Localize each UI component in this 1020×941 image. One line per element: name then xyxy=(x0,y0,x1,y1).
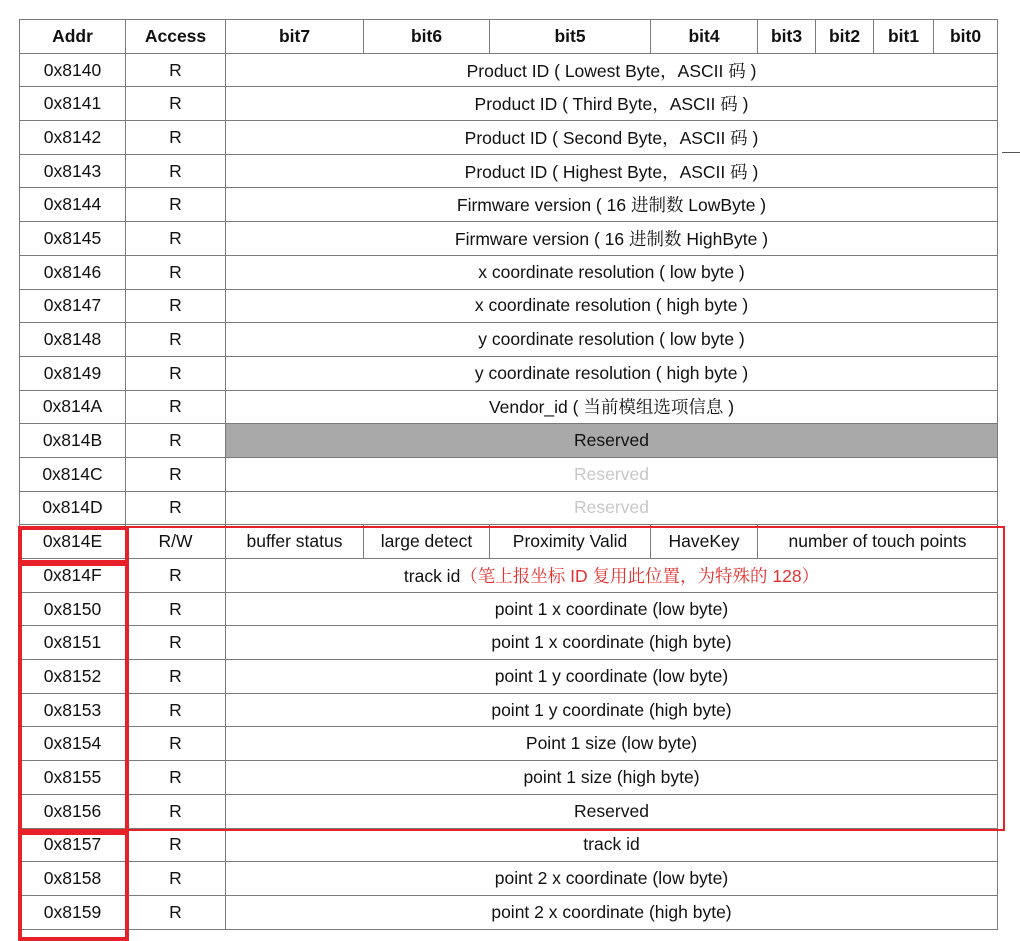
description-text: Reserved xyxy=(574,497,649,518)
table-row xyxy=(20,794,998,828)
addr-cell: 0x814A xyxy=(20,390,126,424)
access-cell: R xyxy=(126,626,226,660)
header-bit0: bit0 xyxy=(934,20,998,54)
access-cell: R xyxy=(126,457,226,491)
addr-cell: 0x8156 xyxy=(20,794,126,828)
description-text: Product ID ( Lowest Byte，ASCII 码 ) xyxy=(466,60,757,81)
header-bit6: bit6 xyxy=(364,20,490,54)
description-cell xyxy=(226,592,998,626)
description-cell xyxy=(226,761,998,795)
access-cell: R xyxy=(126,862,226,896)
access-cell: R xyxy=(126,592,226,626)
bitfield-cell: HaveKey xyxy=(651,525,758,559)
description-text: y coordinate resolution ( high byte ) xyxy=(474,362,749,383)
bitfield-cell: large detect xyxy=(364,525,490,559)
description-cell xyxy=(226,356,998,390)
table-row xyxy=(20,559,998,593)
access-cell: R xyxy=(126,255,226,289)
access-cell: R xyxy=(126,154,226,188)
addr-cell: 0x814C xyxy=(20,457,126,491)
description-text: Vendor_id ( 当前模组选项信息 ) xyxy=(488,397,735,418)
access-cell: R xyxy=(126,491,226,525)
description-cell xyxy=(226,660,998,694)
margin-tick-mark xyxy=(1002,152,1020,153)
table-row xyxy=(20,289,998,323)
description-cell xyxy=(226,121,998,155)
description-text: Firmware version ( 16 进制数 LowByte ) xyxy=(456,195,767,216)
access-cell: R xyxy=(126,188,226,222)
header-access: Access xyxy=(126,20,226,54)
description-cell xyxy=(226,53,998,87)
addr-cell: 0x8157 xyxy=(20,828,126,862)
description-text: Reserved xyxy=(574,430,649,451)
table-row xyxy=(20,491,998,525)
addr-cell: 0x8151 xyxy=(20,626,126,660)
table-row xyxy=(20,424,998,458)
table-row xyxy=(20,222,998,256)
addr-cell: 0x8145 xyxy=(20,222,126,256)
table-body xyxy=(20,53,998,929)
addr-cell: 0x8149 xyxy=(20,356,126,390)
addr-cell: 0x8143 xyxy=(20,154,126,188)
table-row xyxy=(20,188,998,222)
addr-cell: 0x8140 xyxy=(20,53,126,87)
description-text: point 1 x coordinate (low byte) xyxy=(494,598,729,619)
table-row xyxy=(20,525,998,559)
table-row xyxy=(20,828,998,862)
table-row xyxy=(20,761,998,795)
description-cell xyxy=(226,828,998,862)
description-text: point 1 x coordinate (high byte) xyxy=(491,632,732,653)
header-bit7: bit7 xyxy=(226,20,364,54)
addr-cell: 0x814D xyxy=(20,491,126,525)
description-text: Reserved xyxy=(574,463,649,484)
addr-cell: 0x8159 xyxy=(20,895,126,929)
access-cell: R xyxy=(126,761,226,795)
description-cell xyxy=(226,727,998,761)
addr-cell: 0x8142 xyxy=(20,121,126,155)
description-text: x coordinate resolution ( low byte ) xyxy=(478,261,745,282)
description-text: track id xyxy=(583,834,640,855)
description-cell xyxy=(226,895,998,929)
description-cell xyxy=(226,424,998,458)
table-row xyxy=(20,457,998,491)
table-row xyxy=(20,626,998,660)
access-cell: R xyxy=(126,390,226,424)
header-bit4: bit4 xyxy=(651,20,758,54)
table-row xyxy=(20,154,998,188)
description-cell xyxy=(226,559,998,593)
description-cell xyxy=(226,693,998,727)
table-row xyxy=(20,121,998,155)
description-cell xyxy=(226,862,998,896)
access-cell: R/W xyxy=(126,525,226,559)
header-bit3: bit3 xyxy=(758,20,816,54)
addr-cell: 0x8144 xyxy=(20,188,126,222)
table-row xyxy=(20,693,998,727)
description-cell xyxy=(226,323,998,357)
description-cell xyxy=(226,289,998,323)
access-cell: R xyxy=(126,828,226,862)
access-cell: R xyxy=(126,727,226,761)
description-text: Firmware version ( 16 进制数 HighByte ) xyxy=(454,228,769,249)
description-text: point 1 y coordinate (low byte) xyxy=(494,665,729,686)
addr-cell: 0x8158 xyxy=(20,862,126,896)
addr-cell: 0x8153 xyxy=(20,693,126,727)
description-cell xyxy=(226,794,998,828)
addr-cell: 0x8148 xyxy=(20,323,126,357)
table-row xyxy=(20,356,998,390)
table-row xyxy=(20,255,998,289)
description-cell xyxy=(226,626,998,660)
table-row xyxy=(20,87,998,121)
addr-cell: 0x8152 xyxy=(20,660,126,694)
table-row xyxy=(20,895,998,929)
table-row xyxy=(20,390,998,424)
description-cell xyxy=(226,222,998,256)
access-cell: R xyxy=(126,87,226,121)
description-text: point 2 x coordinate (low byte) xyxy=(494,868,729,889)
description-cell xyxy=(226,491,998,525)
description-text: Point 1 size (low byte) xyxy=(525,733,698,754)
header-bit5: bit5 xyxy=(490,20,651,54)
header-bit1: bit1 xyxy=(874,20,934,54)
description-cell xyxy=(226,255,998,289)
description-cell xyxy=(226,188,998,222)
access-cell: R xyxy=(126,895,226,929)
access-cell: R xyxy=(126,53,226,87)
access-cell: R xyxy=(126,424,226,458)
description-cell xyxy=(226,154,998,188)
addr-cell: 0x814E xyxy=(20,525,126,559)
table-row xyxy=(20,592,998,626)
addr-cell: 0x814F xyxy=(20,559,126,593)
addr-cell: 0x8146 xyxy=(20,255,126,289)
description-text: point 1 y coordinate (high byte) xyxy=(491,699,732,720)
access-cell: R xyxy=(126,660,226,694)
access-cell: R xyxy=(126,356,226,390)
addr-cell: 0x814B xyxy=(20,424,126,458)
description-cell xyxy=(226,390,998,424)
bitfield-cell: buffer status xyxy=(226,525,364,559)
table-row xyxy=(20,862,998,896)
description-text: point 2 x coordinate (high byte) xyxy=(491,901,732,922)
description-text: point 1 size (high byte) xyxy=(523,766,700,787)
table-row xyxy=(20,323,998,357)
header-addr: Addr xyxy=(20,20,126,54)
header-bit2: bit2 xyxy=(816,20,874,54)
access-cell: R xyxy=(126,323,226,357)
table-row xyxy=(20,53,998,87)
access-cell: R xyxy=(126,121,226,155)
description-text: Product ID ( Third Byte，ASCII 码 ) xyxy=(474,94,749,115)
table-row xyxy=(20,727,998,761)
description-text: Reserved xyxy=(574,800,649,821)
access-cell: R xyxy=(126,559,226,593)
addr-cell: 0x8147 xyxy=(20,289,126,323)
access-cell: R xyxy=(126,693,226,727)
bitfield-cell: Proximity Valid xyxy=(490,525,651,559)
description-text: track id xyxy=(403,565,461,586)
description-cell xyxy=(226,87,998,121)
description-text: y coordinate resolution ( low byte ) xyxy=(478,329,745,350)
access-cell: R xyxy=(126,222,226,256)
table-row xyxy=(20,660,998,694)
description-text: Product ID ( Second Byte，ASCII 码 ) xyxy=(464,127,759,148)
bitfield-cell: number of touch points xyxy=(758,525,998,559)
addr-cell: 0x8154 xyxy=(20,727,126,761)
addr-cell: 0x8155 xyxy=(20,761,126,795)
description-note-red: （笔上报坐标 ID 复用此位置，为特殊的 128） xyxy=(460,565,820,586)
description-text: x coordinate resolution ( high byte ) xyxy=(474,295,749,316)
addr-cell: 0x8150 xyxy=(20,592,126,626)
description-text: Product ID ( Highest Byte，ASCII 码 ) xyxy=(464,161,759,182)
table-header-row xyxy=(20,20,998,54)
register-table xyxy=(19,19,998,930)
access-cell: R xyxy=(126,794,226,828)
description-cell xyxy=(226,457,998,491)
addr-cell: 0x8141 xyxy=(20,87,126,121)
access-cell: R xyxy=(126,289,226,323)
